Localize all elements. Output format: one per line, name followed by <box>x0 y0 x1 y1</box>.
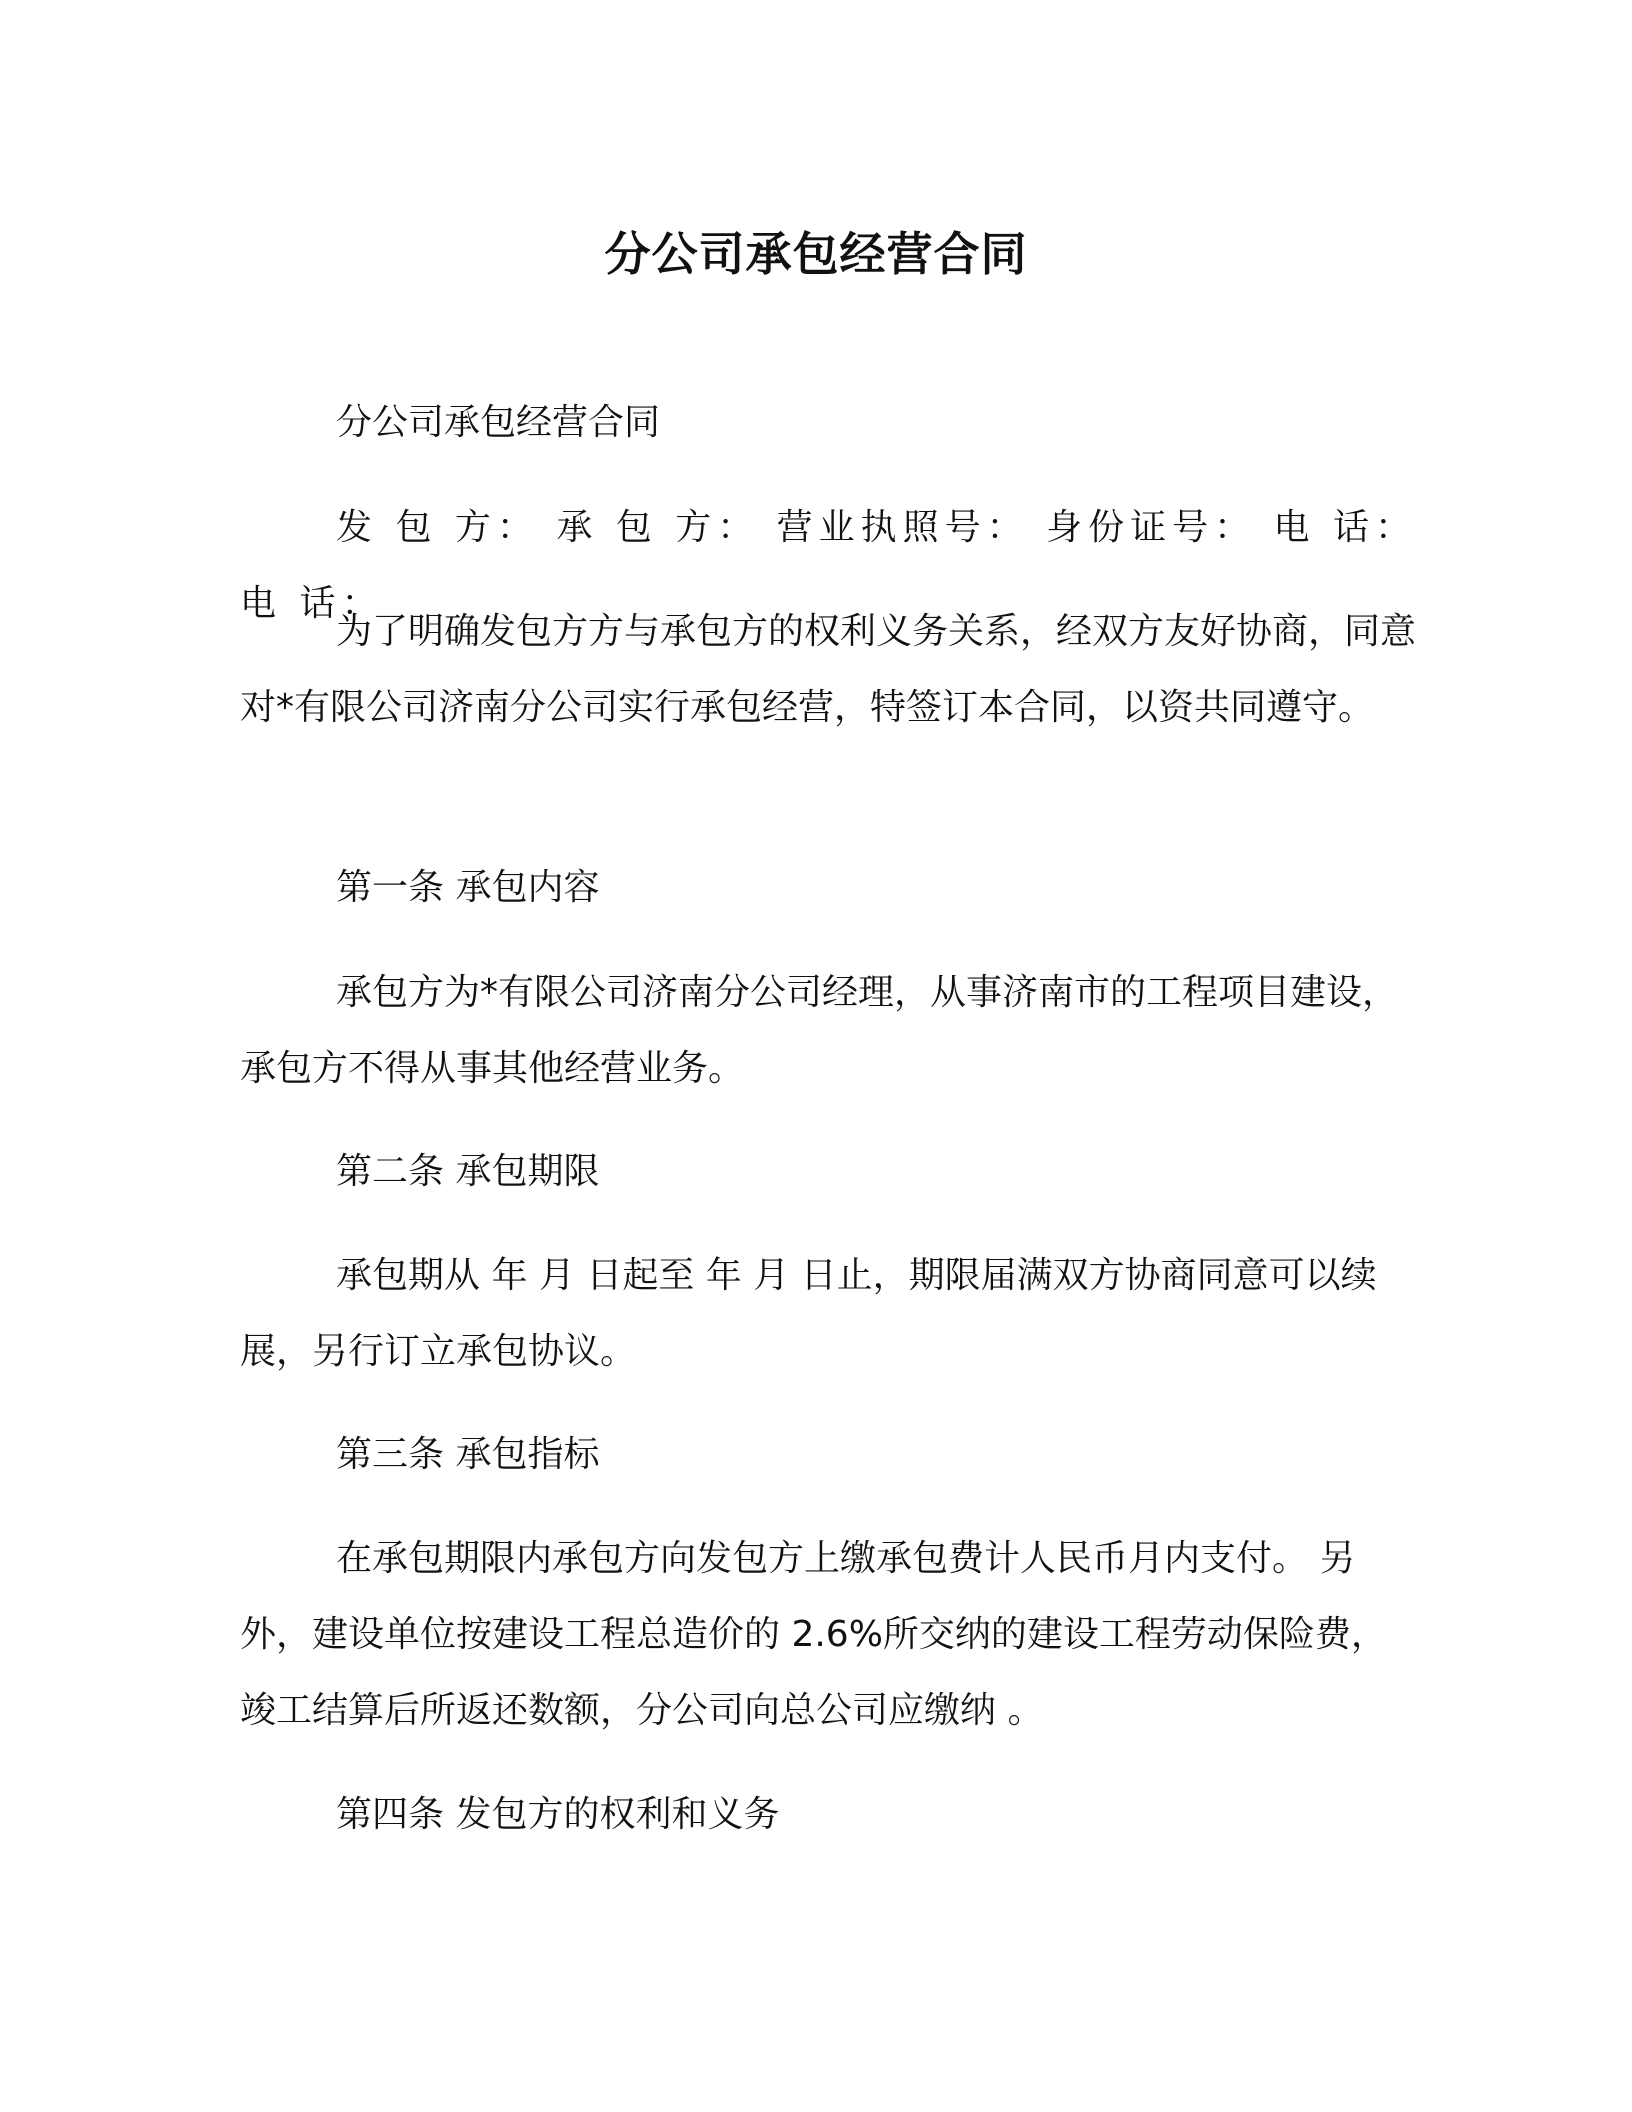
document-title: 分公司承包经营合同 <box>604 227 1028 281</box>
article-2-heading: 第二条 承包期限 <box>336 1151 600 1192</box>
article-3-body: 在承包期限内承包方向发包方上缴承包费计人民币月内支付。 另外，建设单位按建设工程总造价的 2.6%所交纳的建设工程劳动保险费，竣工结算后所返还数额，分公司向总公司应缴纳 。 <box>240 1538 1387 1731</box>
parties-line: 发 包 方： 承 包 方： 营业执照号： 身份证号： 电 话： 电 话： <box>240 507 1417 624</box>
document-subtitle: 分公司承包经营合同 <box>336 402 661 443</box>
article-1-body: 承包方为*有限公司济南分公司经理，从事济南市的工程项目建设，承包方不得从事其他经营业务。 <box>240 972 1399 1089</box>
intro-paragraph: 为了明确发包方方与承包方的权利义务关系，经双方友好协商，同意对*有限公司济南分公司实行承包经营，特签订本合同，以资共同遵守。 <box>240 611 1417 728</box>
article-2-body: 承包期从 年 月 日起至 年 月 日止，期限届满双方协商同意可以续展，另行订立承包协议。 <box>240 1255 1377 1372</box>
article-1-heading: 第一条 承包内容 <box>336 867 600 908</box>
article-3-heading: 第三条 承包指标 <box>336 1434 600 1475</box>
article-4-heading: 第四条 发包方的权利和义务 <box>336 1794 780 1835</box>
